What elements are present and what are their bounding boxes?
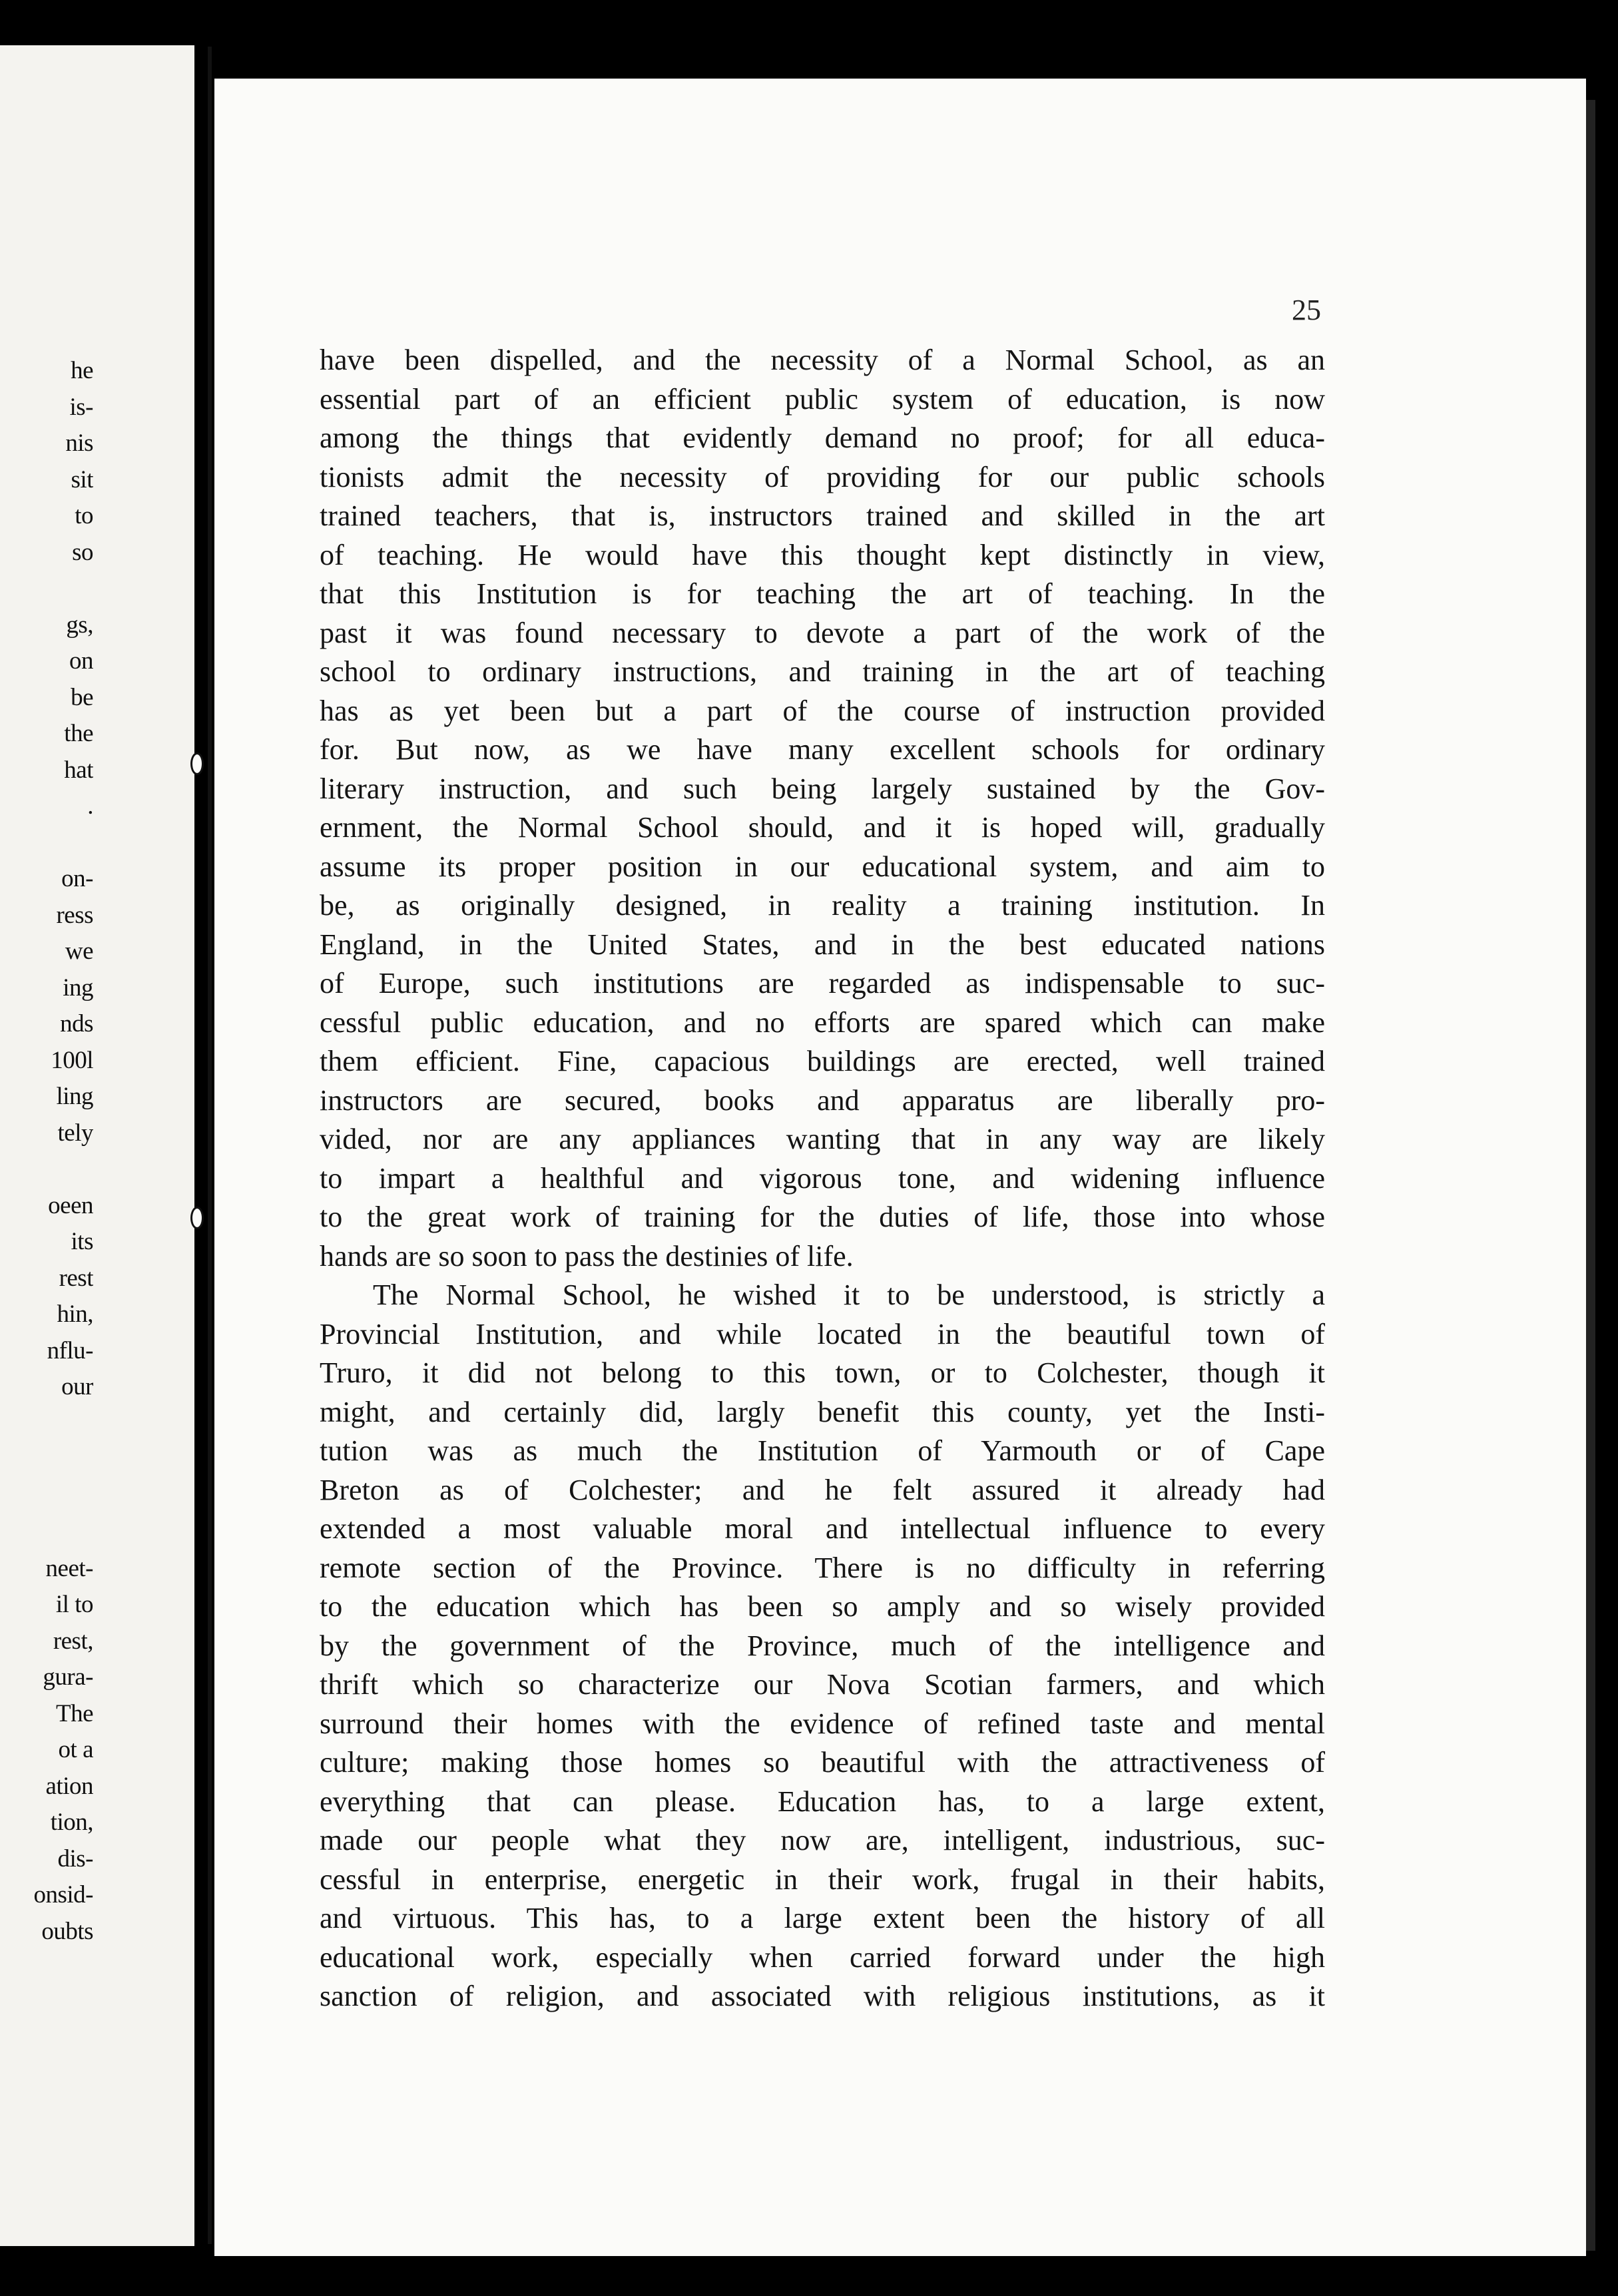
text-line: sanction of religion, and associated with religious institutions, as it: [320, 1980, 1325, 2012]
binding-clip-mark: [190, 1207, 204, 1229]
text-line: has as yet been but a part of the course of instruction provided: [320, 694, 1325, 727]
left-page-fragment: gura-: [43, 1663, 93, 1691]
text-line: hands are so soon to pass the destinies of life.: [320, 1239, 854, 1273]
left-page-fragment: ot a: [58, 1736, 93, 1763]
text-line: educational work, especially when carried forward under the high: [320, 1940, 1325, 1974]
text-line: assume its proper position in our educational system, and aim to: [320, 850, 1325, 883]
text-line: school to ordinary instructions, and training in the art of teaching: [320, 655, 1325, 688]
left-page-fragment: rest: [59, 1264, 93, 1292]
left-page-fragment: [0, 1478, 93, 1515]
left-page-fragment: nflu-: [47, 1336, 93, 1364]
left-page-fragment: [0, 571, 93, 607]
left-page-fragment: he: [71, 357, 93, 384]
left-page-fragment: rest,: [53, 1627, 93, 1655]
left-page-fragment: ing: [63, 974, 93, 1002]
left-page-fragment: [0, 825, 93, 862]
binding-clip-mark: [190, 752, 204, 775]
text-line: of Europe, such institutions are regarded as indispensable to suc-: [320, 967, 1325, 1000]
text-line: to the education which has been so amply and so wisely provided: [320, 1590, 1325, 1623]
text-line: cessful in enterprise, energetic in their work, frugal in their habits,: [320, 1863, 1325, 1896]
left-page-fragment: sit: [71, 465, 93, 493]
text-line: have been dispelled, and the necessity of a Normal School, as an: [320, 344, 1325, 376]
text-line: and virtuous. This has, to a large extent been the history of all: [320, 1902, 1325, 1934]
left-page-fragment: neet-: [45, 1554, 93, 1582]
left-page-fragment: hin,: [57, 1300, 93, 1328]
text-line: Breton as of Colchester; and he felt assured it already had: [320, 1473, 1325, 1506]
text-line: trained teachers, that is, instructors trained and skilled in the art: [320, 499, 1325, 532]
left-page-fragment: be: [71, 683, 93, 711]
left-page-fragment: 100l: [51, 1046, 93, 1074]
text-line: Provincial Institution, and while located in the beautiful town of: [320, 1317, 1325, 1350]
text-line: for. But now, as we have many excellent schools for ordinary: [320, 733, 1325, 766]
text-line: to the great work of training for the duties of life, those into whose: [320, 1201, 1325, 1233]
text-line: essential part of an efficient public system of education, is now: [320, 382, 1325, 416]
text-line: of teaching. He would have this thought kept distinctly in view,: [320, 538, 1325, 571]
text-line: among the things that evidently demand no proof; for all educa-: [320, 422, 1325, 454]
text-line: vided, nor are any appliances wanting that in any way are likely: [320, 1123, 1325, 1155]
left-page-fragment: [0, 1406, 93, 1442]
text-line: to impart a healthful and vigorous tone, and widening influence: [320, 1161, 1325, 1195]
left-page-fragment: il to: [55, 1591, 93, 1618]
left-page-fragment: nds: [60, 1010, 93, 1037]
text-line: by the government of the Province, much of the intelligence and: [320, 1629, 1325, 1662]
left-page-fragment: oeen: [48, 1191, 93, 1219]
text-line: culture; making those homes so beautiful with the attractiveness of: [320, 1746, 1325, 1779]
text-line: that this Institution is for teaching the art of teaching. In the: [320, 577, 1325, 610]
left-page-fragment: on-: [61, 865, 93, 892]
left-page-fragment: dis-: [57, 1845, 93, 1872]
text-line: literary instruction, and such being largely sustained by the Gov-: [320, 772, 1325, 805]
left-page-fragment: we: [65, 938, 93, 965]
left-page-fragment: the: [64, 720, 93, 747]
body-text: [320, 341, 1325, 2016]
text-line: remote section of the Province. There is no difficulty in referring: [320, 1551, 1325, 1584]
left-page-fragment: tion,: [50, 1809, 93, 1836]
text-line: be, as originally designed, in reality a training institution. In: [320, 889, 1325, 922]
left-page-fragment: [0, 1151, 93, 1188]
left-page-fragment: is-: [69, 393, 93, 421]
text-line: might, and certainly did, largly benefit this county, yet the Insti-: [320, 1395, 1325, 1428]
text-line: extended a most valuable moral and intellectual influence to every: [320, 1512, 1325, 1545]
page-edge-shadow: [1586, 100, 1595, 2251]
text-line: The Normal School, he wished it to be understood, is strictly a: [373, 1279, 1325, 1311]
page-binding-line: [208, 47, 212, 2244]
text-line: everything that can please. Education has, to a large extent,: [320, 1785, 1325, 1818]
left-page-fragment: [0, 1442, 93, 1478]
left-page-fragment: to: [75, 502, 93, 529]
left-page-fragment: oubts: [41, 1917, 93, 1945]
left-page-fragment: tely: [57, 1119, 93, 1147]
text-line: ernment, the Normal School should, and it is hoped will, gradually: [320, 811, 1325, 844]
left-page-fragment: [0, 1514, 93, 1551]
left-page-fragment: on: [69, 647, 93, 675]
text-line: England, in the United States, and in the best educated nations: [320, 928, 1325, 961]
text-line: cessful public education, and no efforts are spared which can make: [320, 1005, 1325, 1039]
left-page-fragment: hat: [64, 756, 93, 784]
left-page-fragment: so: [72, 538, 93, 566]
left-page: [0, 45, 194, 2246]
text-line: instructors are secured, books and apparatus are liberally pro-: [320, 1083, 1325, 1117]
text-line: thrift which so characterize our Nova Scotian farmers, and which: [320, 1668, 1325, 1701]
left-page-fragment: onsid-: [33, 1881, 93, 1908]
text-line: surround their homes with the evidence of refined taste and mental: [320, 1707, 1325, 1740]
text-line: Truro, it did not belong to this town, or to Colchester, though it: [320, 1356, 1325, 1389]
page-number: 25: [1292, 294, 1321, 326]
left-page-fragment: our: [61, 1373, 93, 1400]
text-line: tionists admit the necessity of providing for our public schools: [320, 460, 1325, 493]
left-page-fragment: ling: [56, 1083, 93, 1110]
text-line: made our people what they now are, intelligent, industrious, suc-: [320, 1824, 1325, 1857]
left-page-fragment: .: [87, 792, 93, 820]
left-page-fragment: The: [55, 1699, 93, 1727]
left-page-text-fragments: [0, 353, 93, 1950]
text-line: past it was found necessary to devote a part of the work of the: [320, 616, 1325, 649]
left-page-fragment: ress: [56, 901, 93, 929]
left-page-fragment: ation: [45, 1772, 93, 1800]
text-line: tution was as much the Institution of Yarmouth or of Cape: [320, 1434, 1325, 1467]
text-line: them efficient. Fine, capacious buildings are erected, well trained: [320, 1045, 1325, 1077]
left-page-fragment: gs,: [66, 611, 93, 639]
left-page-fragment: nis: [65, 430, 93, 457]
left-page-fragment: its: [71, 1228, 93, 1255]
